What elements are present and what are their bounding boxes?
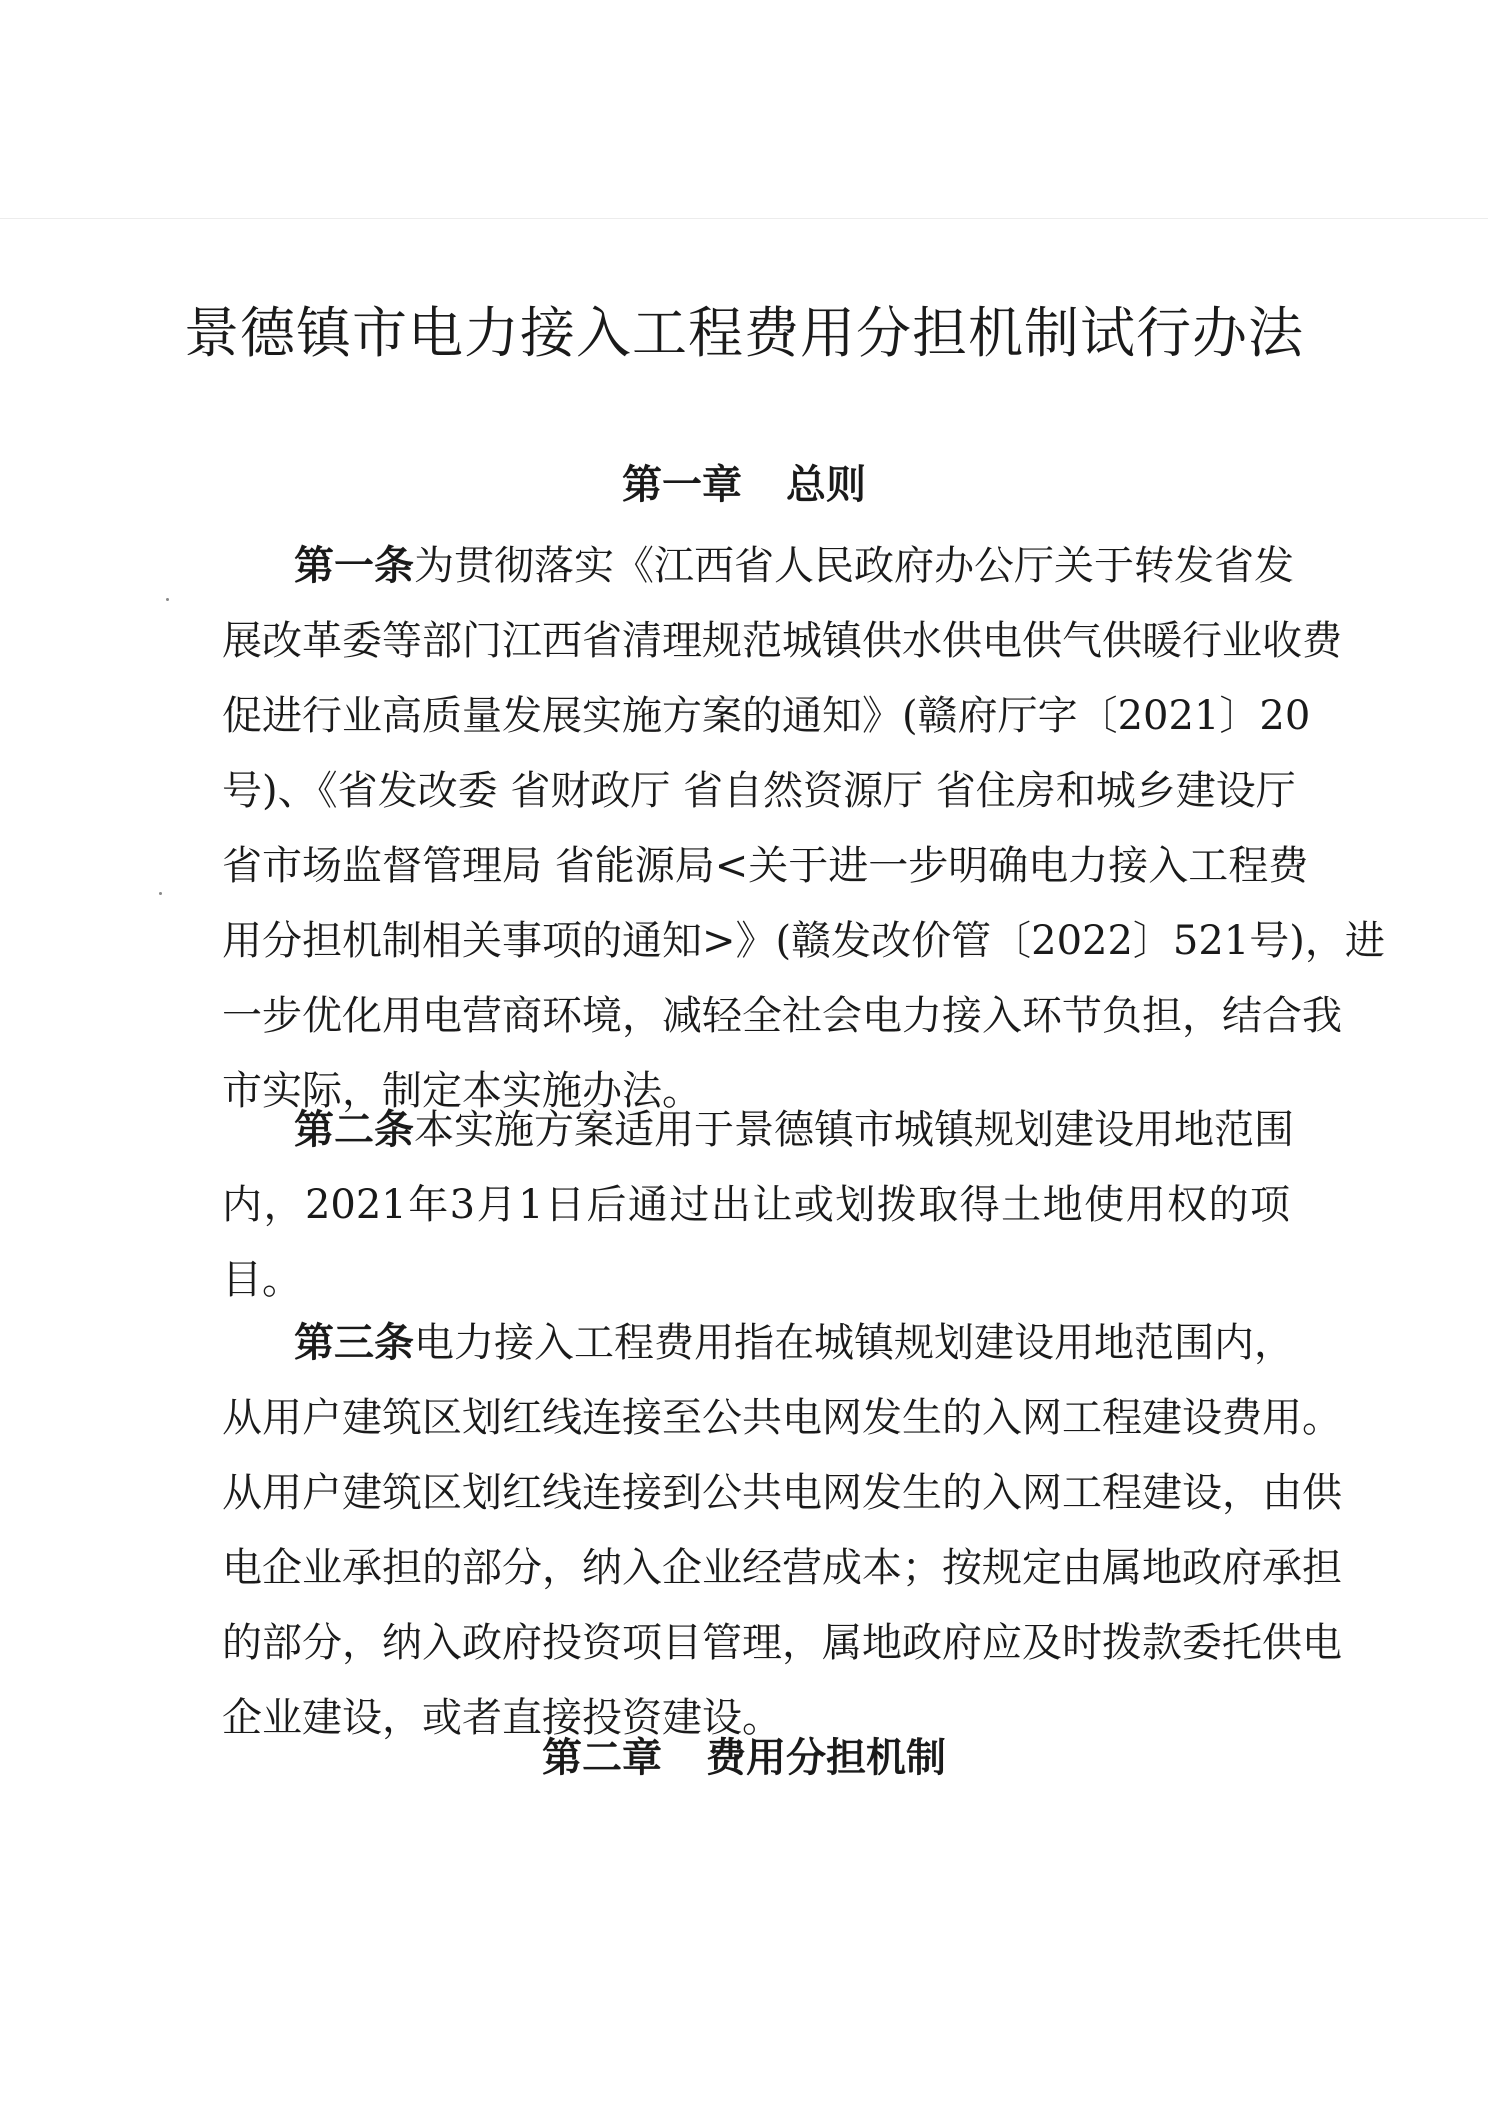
article-line: 企业建设，或者直接投资建设。 (222, 1695, 782, 1741)
article-line: 从用户建筑区划红线连接至公共电网发生的入网工程建设费用。 (222, 1395, 1342, 1441)
article-line: 促进行业高质量发展实施方案的通知》(赣府厅字〔2021〕20 (222, 693, 1311, 739)
article-label: 第一条 (294, 543, 414, 589)
article-line (222, 1306, 1294, 1381)
article-text: 电力接入工程费用指在城镇规划建设用地范围内， (414, 1320, 1294, 1366)
article-3 (222, 1306, 1342, 1756)
article-label: 第二条 (294, 1107, 414, 1153)
article-line: 电企业承担的部分，纳入企业经营成本；按规定由属地政府承担 (222, 1545, 1342, 1591)
article-line: 号)、《省发改委 省财政厅 省自然资源厅 省住房和城乡建设厅 (222, 768, 1296, 814)
article-label: 第三条 (294, 1320, 414, 1366)
chapter-heading (0, 1733, 1488, 1783)
article-line: 一步优化用电营商环境，减轻全社会电力接入环节负担，结合我 (222, 993, 1342, 1039)
chapter-number: 第二章 (542, 1735, 662, 1781)
chapter-name: 总则 (786, 462, 866, 508)
article-line: 内，2021年3月1日后通过出让或划拨取得土地使用权的项 (222, 1182, 1290, 1228)
article-line: 从用户建筑区划红线连接到公共电网发生的入网工程建设，由供 (222, 1470, 1342, 1516)
article-2 (222, 1093, 1294, 1318)
article-line: 目。 (222, 1257, 302, 1303)
article-line (222, 1093, 1294, 1168)
scan-speck (159, 892, 162, 895)
document-title: 景德镇市电力接入工程费用分担机制试行办法 (183, 301, 1304, 365)
article-line: 用分担机制相关事项的通知>》(赣发改价管〔2022〕521号)，进 (222, 918, 1385, 964)
scan-speck (166, 598, 169, 601)
scan-edge (0, 218, 1488, 219)
article-line: 的部分，纳入政府投资项目管理，属地政府应及时拨款委托供电 (222, 1620, 1342, 1666)
article-line: 展改革委等部门江西省清理规范城镇供水供电供气供暖行业收费 (222, 618, 1342, 664)
article-1 (222, 529, 1385, 1129)
chapter-number: 第一章 (622, 462, 742, 508)
chapter-name: 费用分担机制 (706, 1735, 946, 1781)
article-line: 市实际，制定本实施办法。 (222, 1068, 702, 1114)
article-text: 本实施方案适用于景德镇市城镇规划建设用地范围 (414, 1107, 1294, 1153)
article-line: 省市场监督管理局 省能源局<关于进一步明确电力接入工程费 (222, 843, 1309, 889)
article-line (222, 529, 1294, 604)
article-text: 为贯彻落实《江西省人民政府办公厅关于转发省发 (414, 543, 1294, 589)
chapter-heading (0, 460, 1488, 510)
